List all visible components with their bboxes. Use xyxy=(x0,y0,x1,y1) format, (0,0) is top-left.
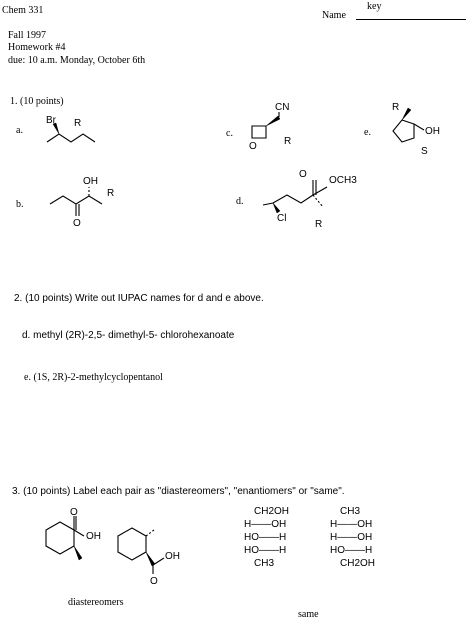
q1-c-label: c. xyxy=(226,128,233,139)
cyclohexane-2 xyxy=(118,528,146,560)
key-annotation: key xyxy=(367,1,382,12)
q1-a-label: a. xyxy=(16,125,23,136)
q2-d-answer: d. methyl (2R)-2,5- dimethyl-5- chlorohexanoate xyxy=(22,330,235,341)
config-label: R xyxy=(284,136,292,147)
atom-cl: Cl xyxy=(277,213,287,224)
molecule-d xyxy=(255,165,375,230)
config-top: R xyxy=(392,102,400,113)
acid-oh-bond-2 xyxy=(153,558,164,565)
molecule-a-chain xyxy=(47,134,95,142)
pair1-molecules xyxy=(28,507,218,587)
config-label: R xyxy=(74,118,82,129)
molecule-c-wedge xyxy=(266,116,280,126)
fischer-left xyxy=(244,505,289,570)
acid-oh-bond xyxy=(74,530,84,536)
pair1-wedge xyxy=(74,546,82,560)
atom-o-2: O xyxy=(150,576,158,587)
q3-title: 3. (10 points) Label each pair as "diastereomers", "enantiomers" or "same". xyxy=(12,486,345,497)
atom-o: O xyxy=(73,218,81,229)
atom-oh-2: OH xyxy=(165,551,180,562)
pair1-answer: diastereomers xyxy=(68,597,124,608)
atom-o: O xyxy=(299,169,307,180)
q1-b-label: b. xyxy=(16,199,24,210)
molecule-b xyxy=(45,170,130,230)
molecule-e-wedge xyxy=(402,108,411,120)
atom-oh: OH xyxy=(83,176,98,187)
fischer-right-row-2: H——OH xyxy=(330,532,373,543)
molecule-b-chain xyxy=(50,196,102,204)
due-date: due: 10 a.m. Monday, October 6th xyxy=(8,55,146,66)
molecule-d-wedge xyxy=(273,203,280,213)
atom-br: Br xyxy=(46,115,56,126)
atom-o: O xyxy=(70,507,78,518)
atom-o: O xyxy=(249,141,257,152)
hash-bond xyxy=(146,530,154,536)
pair1-wedge-2 xyxy=(146,552,155,566)
name-label: Name xyxy=(322,10,346,21)
fischer-left-row-2: HO——H xyxy=(244,532,287,543)
config-label: R xyxy=(107,188,115,199)
molecule-c xyxy=(240,98,310,153)
cyclopentane-ring xyxy=(393,120,414,142)
name-line xyxy=(356,19,466,20)
oxetane-ring xyxy=(252,126,266,138)
ester-o-bond xyxy=(313,187,327,195)
q2-e-answer: e. (1S, 2R)-2-methylcyclopentanol xyxy=(24,372,163,383)
fischer-right-row-1: H——OH xyxy=(330,519,373,530)
q1-d-label: d. xyxy=(236,196,244,207)
fischer-left-top: CH2OH xyxy=(254,506,290,517)
oh-bond xyxy=(414,124,424,130)
q1-e-label: e. xyxy=(364,127,371,138)
methyl-bond xyxy=(263,203,273,205)
atom-och3: OCH3 xyxy=(329,175,357,186)
q1-title: 1. (10 points) xyxy=(10,96,64,107)
fischer-left-bottom: CH3 xyxy=(254,558,275,569)
assignment: Homework #4 xyxy=(8,42,66,53)
molecule-d-chain xyxy=(273,195,313,203)
term: Fall 1997 xyxy=(8,30,47,41)
fischer-right xyxy=(330,505,375,570)
course-title: Chem 331 xyxy=(2,5,44,16)
fischer-right-bottom: CH2OH xyxy=(340,558,376,569)
atom-cn: CN xyxy=(275,102,290,113)
hash-bond xyxy=(313,195,323,207)
fischer-left-row-3: HO——H xyxy=(244,545,287,556)
config-label: R xyxy=(315,219,323,230)
atom-oh: OH xyxy=(425,126,440,137)
config-bottom: S xyxy=(421,146,428,157)
fischer-right-row-3: HO——H xyxy=(330,545,373,556)
molecule-a xyxy=(40,108,110,153)
molecule-e xyxy=(380,98,460,158)
cyclohexane-1 xyxy=(46,522,74,554)
fischer-left-row-1: H——OH xyxy=(244,519,287,530)
atom-oh: OH xyxy=(86,531,101,542)
q2-title: 2. (10 points) Write out IUPAC names for d and e above. xyxy=(14,293,264,304)
pair2-answer: same xyxy=(298,609,319,620)
fischer-right-top: CH3 xyxy=(340,506,361,517)
